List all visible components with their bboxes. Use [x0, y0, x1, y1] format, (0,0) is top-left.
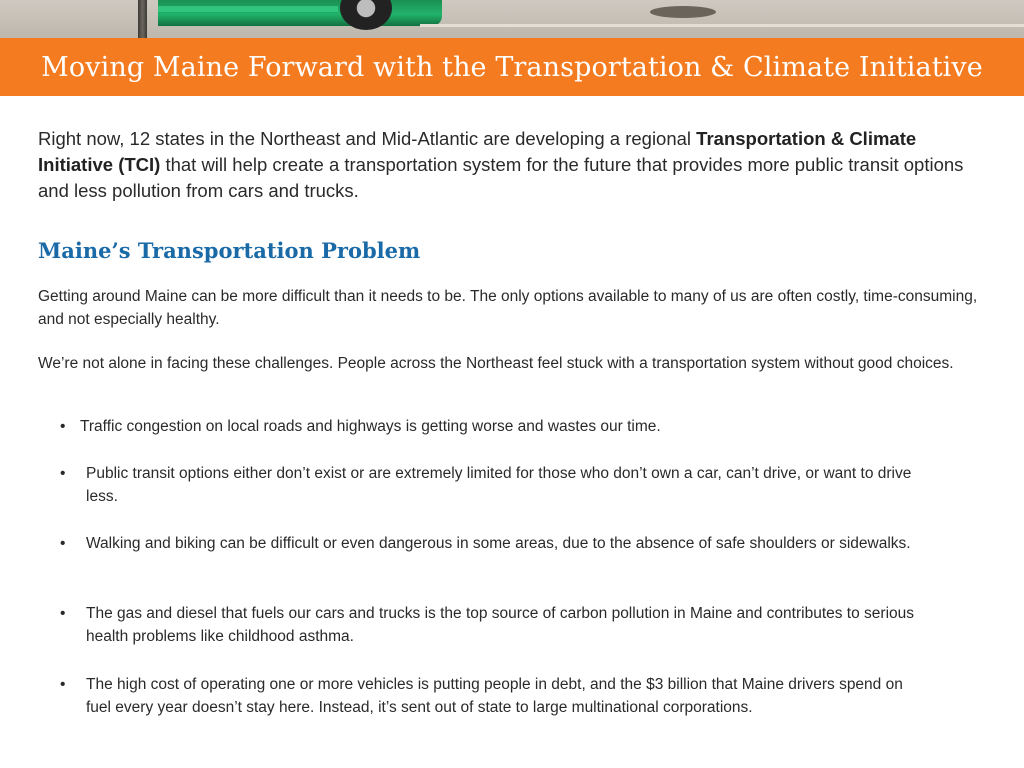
title-banner	[0, 38, 1024, 96]
list-item-text: Walking and biking can be difficult or even dangerous in some areas, due to the absence of safe shoulders or sidewalks.	[86, 535, 911, 552]
list-item	[60, 602, 930, 648]
header-photo	[0, 0, 1024, 38]
list-item-text: The high cost of operating one or more vehicles is putting people in debt, and the $3 billion that Maine drivers spend on fuel every year doesn’t stay here. Instead, it’s sent out of state to large multinational corporations.	[86, 676, 903, 716]
intro-tci-name: Transportation & Climate Initiative (TCI)	[38, 128, 917, 175]
bullet-icon: •	[60, 605, 66, 622]
intro-text-start: Right now, 12 states in the Northeast and Mid-Atlantic are developing a regional	[38, 128, 697, 149]
road-marking	[420, 24, 1024, 27]
list-item-text: Traffic congestion on local roads and highways is getting worse and wastes our time.	[80, 418, 661, 435]
sign-pole	[138, 0, 147, 38]
list-item	[60, 415, 930, 438]
bus-stripe	[158, 6, 338, 12]
manhole-cover	[650, 6, 716, 18]
bullet-icon: •	[60, 676, 66, 693]
section-heading: Maine’s Transportation Problem	[38, 238, 421, 263]
list-item	[60, 532, 930, 555]
intro-text-end: that will help create a transportation system for the future that provides more public transit options and less pollution from cars and trucks.	[38, 154, 964, 201]
bullet-icon: •	[60, 418, 66, 435]
bullet-icon: •	[60, 535, 66, 552]
body-paragraph-2: We’re not alone in facing these challenges. People across the Northeast feel stuck with a transportation system without good choices.	[38, 355, 954, 372]
body-paragraph-1: Getting around Maine can be more difficult than it needs to be. The only options available to many of us are often costly, time-consuming, and not especially healthy.	[38, 288, 978, 328]
bullet-icon: •	[60, 465, 66, 482]
list-item-text: Public transit options either don’t exist or are extremely limited for those who don’t own a car, can’t drive, or want to drive less.	[86, 465, 912, 505]
list-item-text: The gas and diesel that fuels our cars and trucks is the top source of carbon pollution in Maine and contributes to serious health problems like childhood asthma.	[86, 605, 915, 645]
green-bus	[158, 0, 442, 26]
list-item	[60, 462, 930, 508]
page-title: Moving Maine Forward with the Transportation & Climate Initiative	[41, 51, 983, 83]
list-item	[60, 673, 930, 719]
intro-paragraph	[38, 126, 988, 204]
